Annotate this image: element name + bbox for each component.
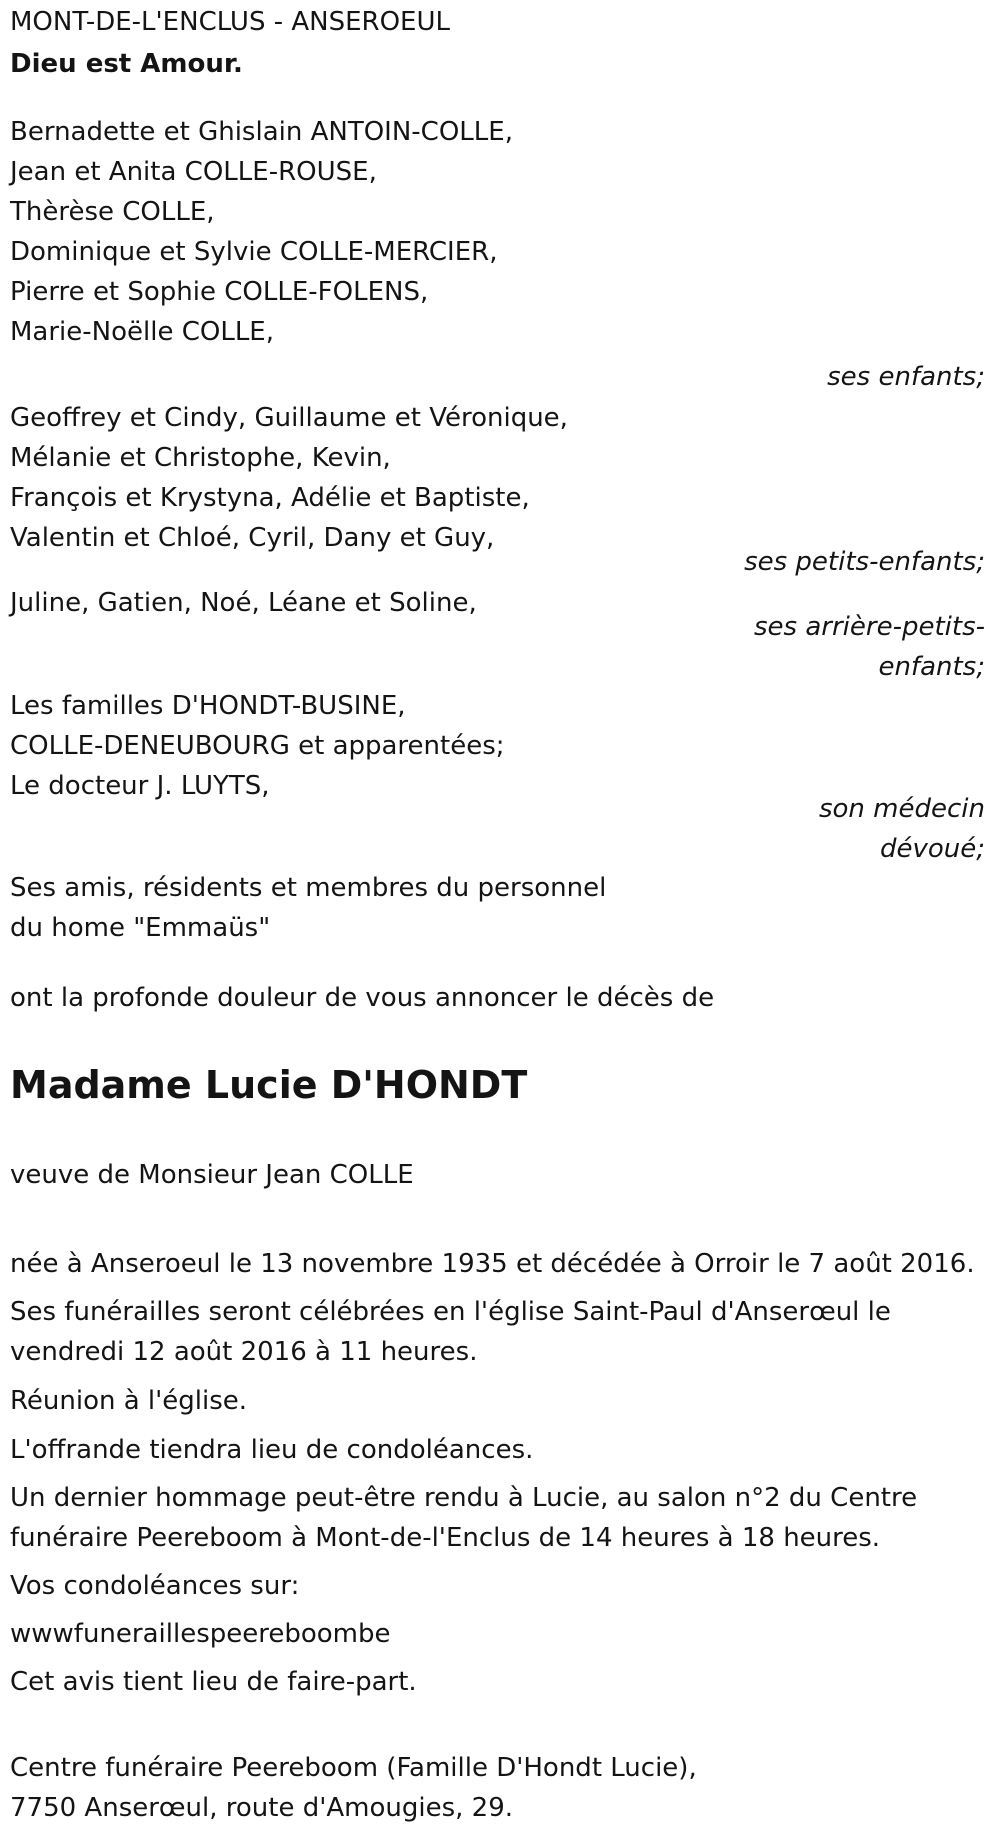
family-line: Dominique et Sylvie COLLE-MERCIER,	[10, 237, 498, 267]
deceased-name: Madame Lucie D'HONDT	[10, 1063, 528, 1107]
children-list	[10, 112, 513, 352]
announcement-text: ont la profonde douleur de vous annoncer le décès de	[10, 983, 715, 1013]
friends-list	[10, 868, 606, 948]
footer-line: Centre funéraire Peereboom (Famille D'Hondt Lucie),	[10, 1753, 697, 1783]
family-line: Marie-Noëlle COLLE,	[10, 317, 274, 347]
family-line: Ses amis, résidents et membres du personnel	[10, 873, 607, 903]
tribute-text	[10, 1478, 917, 1558]
role-line: ses arrière-petits-	[754, 612, 985, 642]
notice-text: Cet avis tient lieu de faire-part.	[10, 1667, 417, 1697]
tribute-line: Un dernier hommage peut-être rendu à Lucie, au salon n°2 du Centre	[10, 1483, 918, 1513]
doctor-name: Le docteur J. LUYTS,	[10, 771, 270, 801]
family-line: Jean et Anita COLLE-ROUSE,	[10, 157, 377, 187]
family-line: Mélanie et Christophe, Kevin,	[10, 443, 391, 473]
location-heading: MONT-DE-L'ENCLUS - ANSEROEUL	[10, 7, 450, 37]
family-line: Pierre et Sophie COLLE-FOLENS,	[10, 277, 429, 307]
footer-address	[10, 1748, 697, 1828]
tribute-line: funéraire Peereboom à Mont-de-l'Enclus de 14 heures à 18 heures.	[10, 1523, 881, 1553]
funeral-line: Ses funérailles seront célébrées en l'église Saint-Paul d'Anserœul le	[10, 1297, 891, 1327]
condolences-label: Vos condoléances sur:	[10, 1571, 300, 1601]
children-role: ses enfants;	[827, 362, 985, 392]
funeral-line: vendredi 12 août 2016 à 11 heures.	[10, 1337, 478, 1367]
family-line: Valentin et Chloé, Cyril, Dany et Guy,	[10, 523, 495, 553]
funeral-text	[10, 1292, 891, 1372]
role-line: son médecin	[818, 794, 985, 824]
family-line: François et Krystyna, Adélie et Baptiste,	[10, 483, 530, 513]
doctor-role	[0, 789, 985, 869]
spouse-text: veuve de Monsieur Jean COLLE	[10, 1160, 414, 1190]
grandchildren-role: ses petits-enfants;	[744, 547, 985, 577]
motto: Dieu est Amour.	[10, 49, 243, 79]
role-line: dévoué;	[879, 834, 985, 864]
footer-line: 7750 Anserœul, route d'Amougies, 29.	[10, 1793, 514, 1823]
family-line: Juline, Gatien, Noé, Léane et Soline,	[10, 588, 477, 618]
great-grandchildren-role	[0, 607, 985, 687]
family-line: Bernadette et Ghislain ANTOIN-COLLE,	[10, 117, 513, 147]
grandchildren-list	[10, 398, 568, 558]
meeting-text: Réunion à l'église.	[10, 1386, 248, 1416]
condolences-website: wwwfuneraillespeereboombe	[10, 1619, 391, 1649]
family-line: Thèrèse COLLE,	[10, 197, 215, 227]
families-list	[10, 686, 505, 766]
birth-death-text: née à Anseroeul le 13 novembre 1935 et décédée à Orroir le 7 août 2016.	[10, 1249, 975, 1279]
family-line: COLLE-DENEUBOURG et apparentées;	[10, 731, 505, 761]
role-line: enfants;	[878, 652, 985, 682]
offering-text: L'offrande tiendra lieu de condoléances.	[10, 1435, 534, 1465]
family-line: Les familles D'HONDT-BUSINE,	[10, 691, 406, 721]
family-line: Geoffrey et Cindy, Guillaume et Véronique,	[10, 403, 568, 433]
family-line: du home "Emmaüs"	[10, 913, 271, 943]
